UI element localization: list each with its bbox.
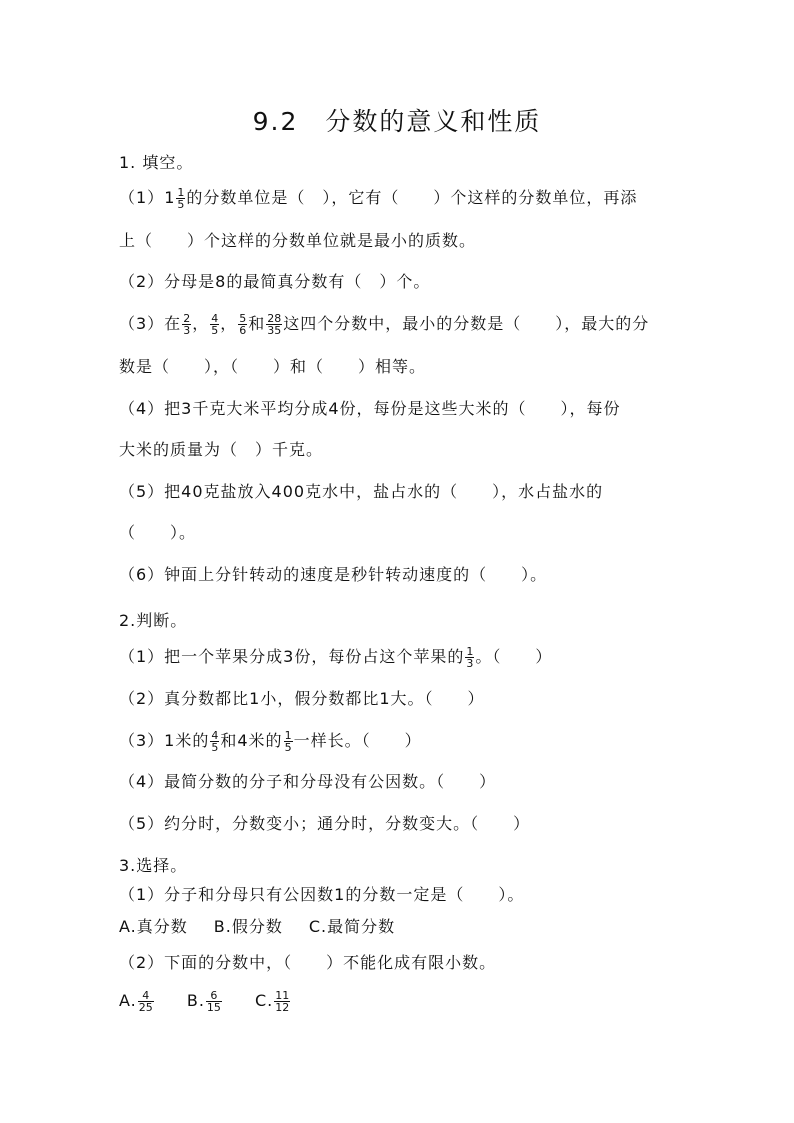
section-heading-choose: 3.选择。: [119, 856, 188, 875]
choose-question-1-options: [119, 916, 421, 938]
fill-question-1-line-1: [119, 187, 637, 210]
fraction: [284, 730, 293, 753]
judge-question-3: [119, 730, 422, 753]
fraction: [274, 990, 290, 1013]
fraction: [210, 313, 219, 336]
numerator: 4: [211, 729, 219, 742]
judge-question-5: （5）约分时，分数变小；通分时，分数变大。（ ）: [119, 814, 531, 833]
denominator: 3: [466, 657, 474, 670]
question-number: （1）: [119, 188, 165, 207]
numerator: 6: [206, 990, 222, 1002]
numerator: 1: [284, 729, 292, 742]
judge-question-4: （4）最简分数的分子和分母没有公因数。（ ）: [119, 772, 497, 791]
denominator: 25: [138, 1001, 153, 1014]
fraction: [176, 187, 185, 210]
fraction: [138, 990, 154, 1013]
separator: ，: [192, 314, 210, 333]
fill-question-4-line-1: （4）把3千克大米平均分成4份，每份是这些大米的（ ），每份: [119, 399, 621, 418]
denominator: 5: [211, 324, 219, 337]
question-text: 的分数单位是（ ），它有（ ）个这样的分数单位，再添: [186, 188, 638, 207]
option-label: B.: [186, 991, 205, 1010]
fill-question-2: （2）分母是8的最简真分数有（ ）个。: [119, 272, 431, 291]
denominator: 35: [267, 324, 282, 337]
choose-question-2: （2）下面的分数中，（ ）不能化成有限小数。: [119, 953, 497, 972]
numerator: 1: [466, 645, 474, 658]
denominator: 5: [211, 741, 219, 754]
numerator: 1: [177, 186, 185, 199]
fill-question-5-line-2: （ ）。: [119, 523, 197, 542]
denominator: 12: [275, 1001, 290, 1014]
option-label: C.: [255, 991, 274, 1010]
judge-question-1: [119, 646, 552, 669]
fraction: [266, 313, 282, 336]
option-c: [255, 990, 291, 1013]
option-b: B.假分数: [213, 917, 283, 936]
question-text: （3）1米的: [119, 731, 210, 750]
question-text: 这四个分数中，最小的分数是（ ），最大的分: [283, 314, 650, 333]
denominator: 15: [206, 1001, 221, 1014]
denominator: 5: [284, 741, 292, 754]
section-heading-fill: 1. 填空。: [119, 153, 194, 172]
option-label: A.: [119, 991, 137, 1010]
choose-question-1: （1）分子和分母只有公因数1的分数一定是（ ）。: [119, 885, 525, 904]
denominator: 5: [177, 198, 185, 211]
question-text: 一样长。（ ）: [293, 731, 422, 750]
separator: ，: [220, 314, 238, 333]
page-title: 9.2 分数的意义和性质: [252, 107, 542, 136]
fraction: [210, 730, 219, 753]
numerator: 2: [183, 312, 191, 325]
fraction: [465, 646, 474, 669]
numerator: 5: [239, 312, 247, 325]
numerator: 4: [211, 312, 219, 325]
choose-question-2-options: [119, 990, 317, 1013]
numerator: 4: [138, 990, 154, 1002]
separator: 和: [248, 314, 266, 333]
question-text: 。（ ）: [475, 647, 553, 666]
fraction: [206, 990, 222, 1013]
fill-question-3-line-2: 数是（ ），（ ）和（ ）相等。: [119, 357, 427, 376]
fill-question-3-line-1: [119, 313, 649, 336]
numerator: 11: [275, 989, 290, 1002]
mixed-number-whole: 1: [164, 188, 176, 207]
question-text: 和4米的: [220, 731, 283, 750]
option-b: [187, 990, 223, 1013]
denominator: 3: [183, 324, 191, 337]
option-a: [119, 990, 155, 1013]
fill-question-1-line-2: 上（ ）个这样的分数单位就是最小的质数。: [119, 231, 477, 250]
fraction: [238, 313, 247, 336]
fill-question-6: （6）钟面上分针转动的速度是秒针转动速度的（ ）。: [119, 565, 548, 584]
fraction: [182, 313, 191, 336]
fill-question-4-line-2: 大米的质量为（ ）千克。: [119, 440, 324, 459]
question-text: （3）在: [119, 314, 182, 333]
section-heading-judge: 2.判断。: [119, 611, 188, 630]
judge-question-2: （2）真分数都比1小，假分数都比1大。（ ）: [119, 689, 485, 708]
denominator: 6: [239, 324, 247, 337]
option-c: C.最简分数: [308, 917, 396, 936]
fill-question-5-line-1: （5）把40克盐放入400克水中，盐占水的（ ），水占盐水的: [119, 482, 604, 501]
question-text: （1）把一个苹果分成3份，每份占这个苹果的: [119, 647, 465, 666]
option-a: A.真分数: [119, 917, 188, 936]
numerator: 28: [267, 312, 282, 325]
